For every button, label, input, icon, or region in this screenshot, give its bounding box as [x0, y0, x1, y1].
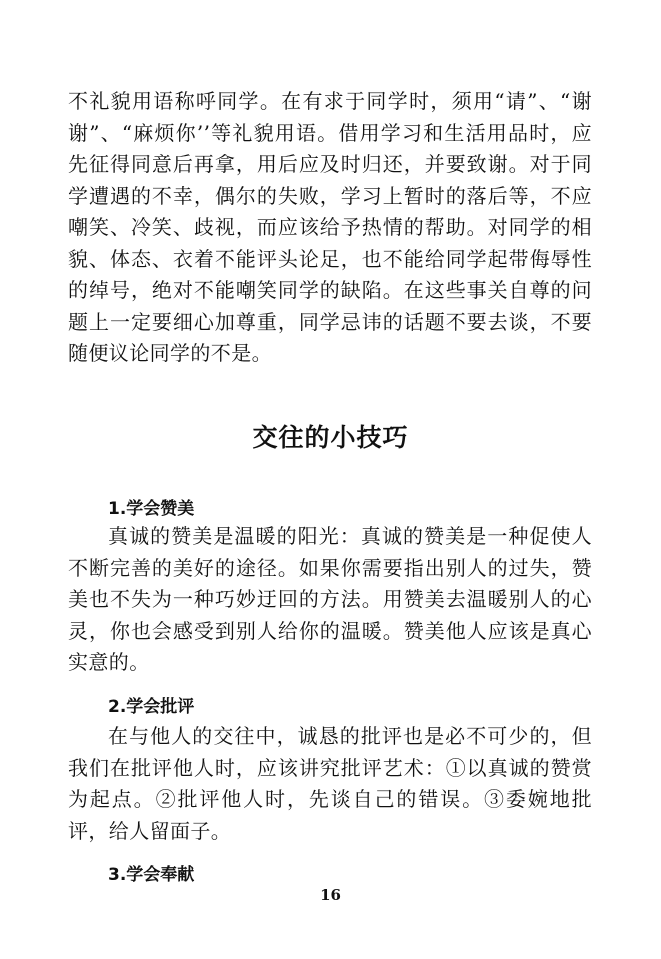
page-number: 16 [320, 886, 341, 904]
paragraph-criticism: 在与他人的交往中，诚恳的批评也是必不可少的，但我们在批评他人时，应该讲究批评艺术：①以真诚的赞赏为起点。②批评他人时，先谈自己的错误。③委婉地批评，给人留面子。 [68, 724, 592, 843]
section-title: 交往的小技巧 [252, 423, 409, 452]
body-paragraph-1: 不礼貌用语称呼同学。在有求于同学时，须用“请”、“谢谢”、“麻烦你’’等礼貌用语。借用学习和生活用品时，应先征得同意后再拿，用后应及时归还，并要致谢。对于同学遭遇的不幸，偶尔的失败，学习上暂时的落后等，不应嘲笑、冷笑、歧视，而应该给予热情的帮助。对同学的相貌、体态、衣着不能评头论足，也不能给同学起带侮辱性的绰号，绝对不能嘲笑同学的缺陷。在这些事关自尊的问题上一定要细心加尊重，同学忌讳的话题不要去谈，不要随便议论同学的不是。 [68, 89, 592, 365]
subheading-dedication: 3.学会奉献 [108, 865, 195, 885]
subheading-criticism: 2.学会批评 [108, 697, 195, 717]
subheading-praise: 1.学会赞美 [108, 499, 195, 519]
paragraph-praise: 真诚的赞美是温暖的阳光：真诚的赞美是一种促使人不断完善的美好的途径。如果你需要指出别人的过失，赞美也不失为一种巧妙迂回的方法。用赞美去温暖别人的心灵，你也会感受到别人给你的温暖。赞美他人应该是真心实意的。 [68, 524, 592, 674]
